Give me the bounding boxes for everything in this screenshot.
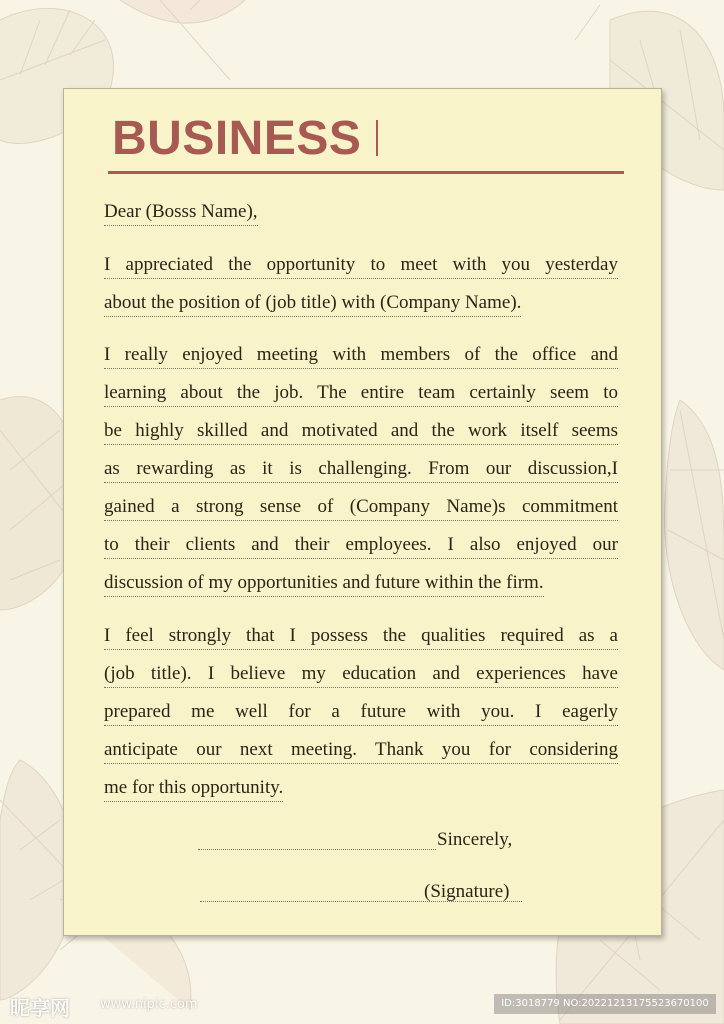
watermark-id: ID:3018779 NO:20221213175523670100 — [494, 994, 716, 1014]
paragraph-3-line-1: I feel strongly that I possess the qualities required as a — [104, 624, 618, 650]
paragraph-2-line-6: to their clients and their employees. I also enjoyed our — [104, 533, 618, 559]
paragraph-2-line-2: learning about the job. The entire team certainly seem to — [104, 381, 618, 407]
paragraph-3-line-3: prepared me well for a future with you. I eagerly — [104, 700, 618, 726]
title-underline — [108, 171, 624, 174]
paragraph-2-line-3: be highly skilled and motivated and the work itself seems — [104, 419, 618, 445]
closing: Sincerely, — [437, 829, 513, 850]
leaf-top-center — [120, 0, 245, 80]
closing-rule — [198, 849, 436, 850]
paragraph-2-line-1: I really enjoyed meeting with members of the office and — [104, 343, 618, 369]
paragraph-3-line-5: me for this opportunity. — [104, 776, 283, 802]
watermark-logo: 昵享网 — [10, 996, 70, 1020]
paragraph-2-line-5: gained a strong sense of (Company Name)s commitment — [104, 495, 618, 521]
letter-title: BUSINESS — [112, 112, 362, 165]
signature: (Signature) — [424, 881, 510, 902]
salutation: Dear (Bosss Name), — [104, 200, 258, 226]
leaf-right-middle — [664, 400, 724, 670]
title-accent-bar — [376, 120, 378, 156]
paragraph-1-line-1: I appreciated the opportunity to meet with you yesterday — [104, 253, 618, 279]
paragraph-2-line-7: discussion of my opportunities and future within the firm. — [104, 571, 544, 597]
watermark-url: www.nipic.com — [100, 997, 198, 1012]
paragraph-3-line-2: (job title). I believe my education and experiences have — [104, 662, 618, 688]
paragraph-2-line-4: as rewarding as it is challenging. From our discussion,I — [104, 457, 618, 483]
paragraph-1-line-2: about the position of (job title) with (Company Name). — [104, 291, 521, 317]
paragraph-3-line-4: anticipate our next meeting. Thank you for considering — [104, 738, 618, 764]
